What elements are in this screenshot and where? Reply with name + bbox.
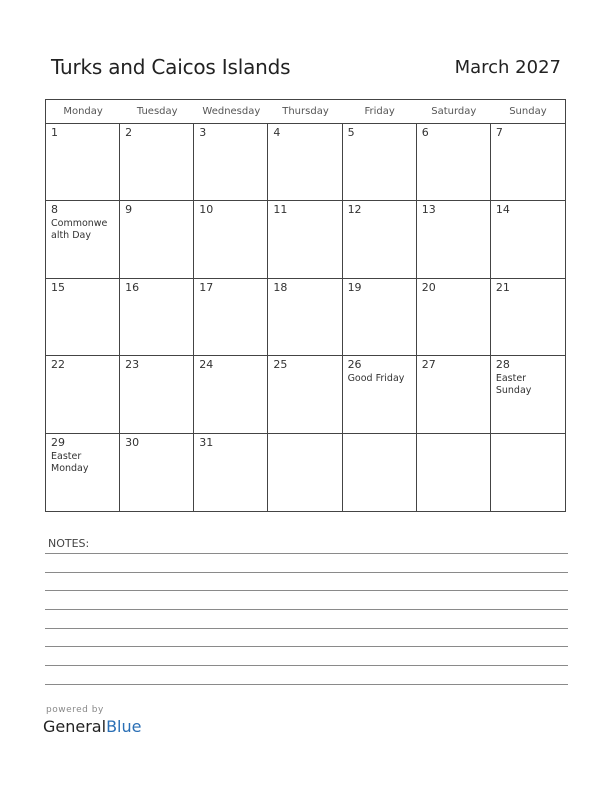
day-cell xyxy=(46,356,120,433)
day-cell xyxy=(268,356,342,433)
day-number: 8 xyxy=(51,203,58,217)
weekday-header: Saturday xyxy=(431,106,477,117)
day-cell xyxy=(417,356,491,433)
note-line xyxy=(45,590,568,591)
day-number: 11 xyxy=(273,203,288,217)
day-number: 17 xyxy=(199,280,214,294)
day-cell xyxy=(46,279,120,356)
day-cell xyxy=(268,201,342,278)
holiday-label: Commonwe alth Day xyxy=(51,218,108,242)
calendar-month: March 2027 xyxy=(454,57,561,78)
day-number: 6 xyxy=(421,126,429,139)
day-cell xyxy=(194,124,268,201)
day-number: 20 xyxy=(421,280,436,294)
note-line xyxy=(45,665,568,666)
generalblue-logo xyxy=(43,717,141,736)
weekday-header: Friday xyxy=(364,106,395,117)
day-number: 7 xyxy=(495,126,503,139)
day-number: 21 xyxy=(495,280,510,294)
day-cell xyxy=(120,356,194,433)
day-number: 15 xyxy=(51,280,65,294)
day-cell xyxy=(491,124,565,201)
day-number: 14 xyxy=(495,203,510,217)
day-cell xyxy=(46,201,120,278)
day-cell xyxy=(343,434,417,511)
day-number: 19 xyxy=(347,280,362,294)
weekday-header: Sunday xyxy=(509,106,547,117)
day-cell xyxy=(120,434,194,511)
day-cell xyxy=(194,201,268,278)
day-cell xyxy=(417,279,491,356)
day-cell xyxy=(417,201,491,278)
day-number: 24 xyxy=(199,358,214,372)
day-number: 29 xyxy=(51,435,65,449)
weekday-header-row xyxy=(46,100,565,124)
day-cell xyxy=(491,356,565,433)
day-cell xyxy=(343,356,417,433)
note-line xyxy=(45,609,568,610)
day-cell xyxy=(268,434,342,511)
holiday-label: Easter Monday xyxy=(51,450,89,474)
day-cell xyxy=(268,279,342,356)
day-cell xyxy=(46,434,120,511)
calendar-days xyxy=(46,124,565,511)
day-number: 12 xyxy=(347,203,362,217)
day-cell xyxy=(491,434,565,511)
brand-blue: Blue xyxy=(106,717,142,736)
day-number: 26 xyxy=(347,358,362,372)
note-line xyxy=(45,628,568,629)
calendar-grid xyxy=(45,99,566,512)
day-number: 27 xyxy=(421,358,436,372)
day-number: 4 xyxy=(273,126,281,139)
day-number: 9 xyxy=(125,203,133,217)
day-number: 13 xyxy=(421,203,436,217)
weekday-header: Tuesday xyxy=(136,106,178,117)
notes-label: NOTES: xyxy=(48,537,90,550)
day-cell xyxy=(120,279,194,356)
day-cell xyxy=(343,124,417,201)
day-cell xyxy=(491,201,565,278)
note-line xyxy=(45,572,568,573)
day-cell xyxy=(417,434,491,511)
day-number: 1 xyxy=(51,126,58,139)
day-number: 2 xyxy=(125,126,133,139)
day-cell xyxy=(343,201,417,278)
day-cell xyxy=(194,279,268,356)
day-number: 18 xyxy=(273,280,288,294)
weekday-header: Thursday xyxy=(282,106,329,117)
day-number: 30 xyxy=(125,435,140,449)
weekday-header: Wednesday xyxy=(202,106,261,117)
day-number: 22 xyxy=(51,358,65,372)
day-cell xyxy=(268,124,342,201)
day-cell xyxy=(120,124,194,201)
day-cell xyxy=(417,124,491,201)
note-line xyxy=(45,646,568,647)
day-cell xyxy=(46,124,120,201)
day-cell xyxy=(120,201,194,278)
day-number: 16 xyxy=(125,280,140,294)
weekday-header: Monday xyxy=(63,106,103,117)
day-cell xyxy=(491,279,565,356)
note-line xyxy=(45,553,568,554)
day-cell xyxy=(343,279,417,356)
day-number: 23 xyxy=(125,358,140,372)
day-number: 31 xyxy=(199,435,214,449)
holiday-label: Easter Sunday xyxy=(495,373,532,397)
day-number: 10 xyxy=(199,203,214,217)
note-line xyxy=(45,684,568,685)
powered-by-text: powered by xyxy=(46,705,104,715)
holiday-label: Good Friday xyxy=(347,373,405,385)
day-number: 5 xyxy=(347,126,355,139)
day-cell xyxy=(194,434,268,511)
day-number: 3 xyxy=(199,126,207,139)
day-number: 25 xyxy=(273,358,288,372)
day-number: 28 xyxy=(495,358,510,372)
calendar-title: Turks and Caicos Islands xyxy=(51,55,291,79)
brand-general: General xyxy=(43,717,107,736)
day-cell xyxy=(194,356,268,433)
